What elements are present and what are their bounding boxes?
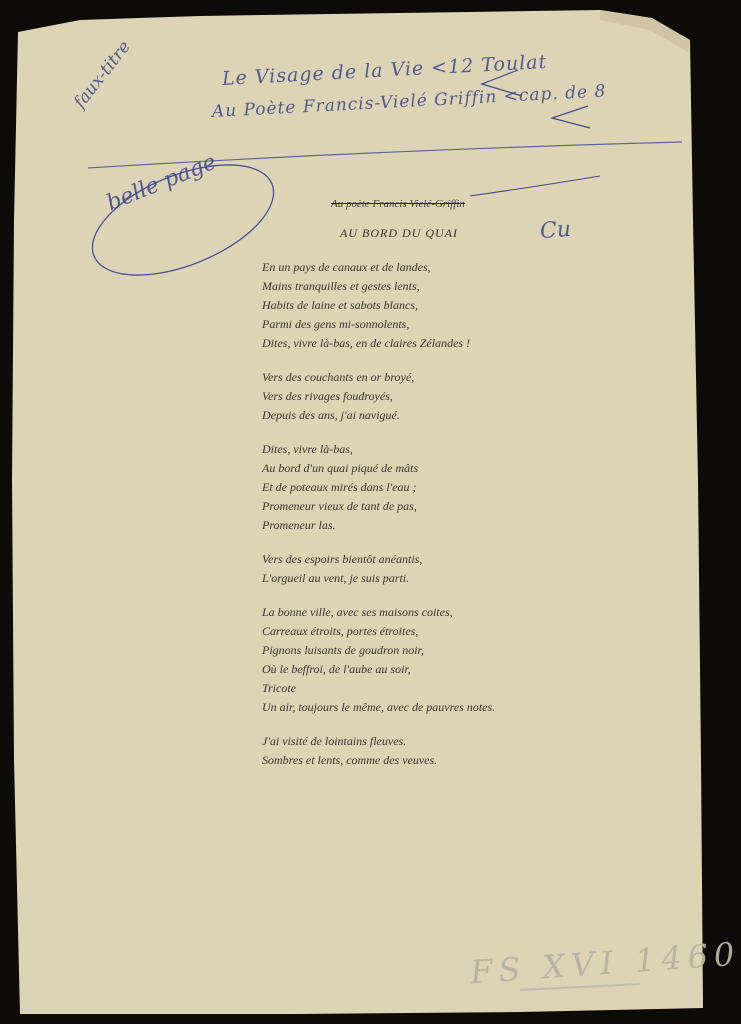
verse-line: Carreaux étroits, portes étroites, — [262, 624, 419, 638]
verse-line: Dites, vivre là-bas, — [262, 442, 353, 456]
struck-dedication: Au poète Francis Vielé-Griffin — [331, 198, 465, 210]
verse-line: L'orgueil au vent, je suis parti. — [262, 571, 410, 585]
verse-line: Un air, toujours le même, avec de pauvres notes. — [262, 700, 496, 714]
stanza — [262, 258, 495, 353]
verse-line: Où le beffroi, de l'aube au soir, — [262, 662, 411, 676]
verse-line: Habits de laine et sabots blancs, — [262, 298, 418, 312]
verse-line: En un pays de canaux et de landes, — [262, 260, 431, 274]
verse-line: Dites, vivre là-bas, en de claires Zélandes ! — [262, 336, 471, 350]
verse-line: La bonne ville, avec ses maisons coites, — [262, 605, 453, 619]
verse-line: Promeneur las. — [262, 518, 336, 532]
poem-title: AU BORD DU QUAI — [340, 226, 458, 240]
poem-body — [262, 258, 495, 785]
verse-line: Parmi des gens mi-sonnolents, — [262, 317, 410, 331]
verse-line: Tricote — [262, 681, 297, 695]
verse-line: Au bord d'un quai piqué de mâts — [262, 461, 419, 475]
handwritten-belle-page: belle page — [103, 149, 220, 217]
handwritten-book-title: Le Visage de la Vie <12 Toulat — [221, 50, 548, 90]
handwritten-dedication: Au Poète Francis-Vielé Griffin <cap. de 8 — [211, 81, 607, 122]
stanza — [262, 440, 495, 535]
verse-line: Vers des couchants en or broyé, — [262, 370, 415, 384]
verse-line: Et de poteaux mirés dans l'eau ; — [262, 480, 417, 494]
verse-line: Mains tranquilles et gestes lents, — [262, 279, 420, 293]
stanza — [262, 603, 495, 717]
verse-line: Vers des espoirs bientôt anéantis, — [262, 552, 423, 566]
stanza — [262, 368, 495, 425]
verse-line: Vers des rivages foudroyés, — [262, 389, 393, 403]
verse-line: Depuis des ans, j'ai navigué. — [262, 408, 400, 422]
verse-line: Sombres et lents, comme des veuves. — [262, 753, 438, 767]
verse-line: Promeneur vieux de tant de pas, — [262, 499, 417, 513]
verse-line: J'ai visité de lointains fleuves. — [262, 734, 407, 748]
stanza — [262, 732, 495, 770]
verse-line: Pignons luisants de goudron noir, — [262, 643, 424, 657]
pencil-shelf-mark: FS XVI 1460 — [469, 934, 741, 992]
handwritten-faux-titre: faux-titre — [70, 37, 135, 113]
handwritten-cu-mark: Cu — [539, 216, 572, 245]
stanza — [262, 550, 495, 588]
